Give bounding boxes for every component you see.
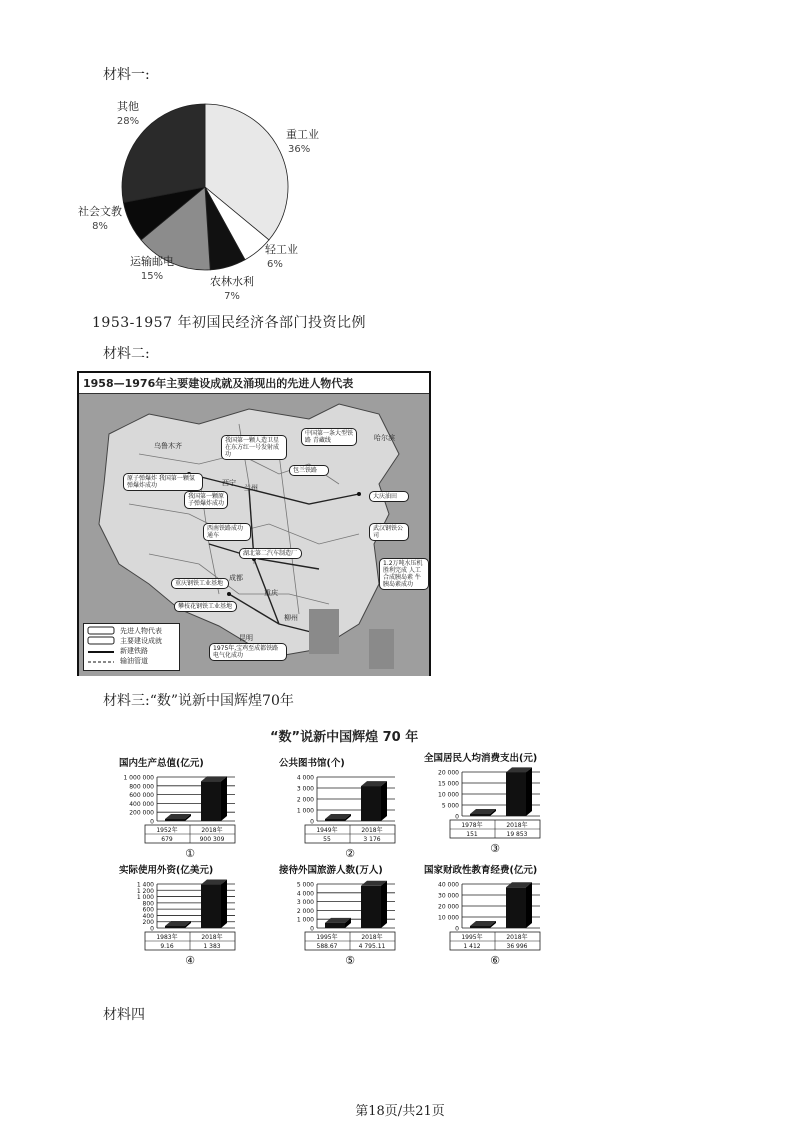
y-tick-label: 0 (455, 925, 459, 933)
value-label: 151 (466, 831, 478, 838)
category-label: 1995年 (461, 934, 483, 941)
value-label: 900 309 (199, 836, 225, 843)
map-callout: 原子弹爆炸 我国第一颗氢弹爆炸成功 (123, 473, 203, 491)
y-tick-label: 200 (142, 919, 154, 927)
material2-label: 材料二: (103, 346, 150, 362)
city-label: 哈尔滨 (374, 434, 395, 442)
y-tick-label: 400 (142, 912, 154, 920)
bar (165, 926, 185, 928)
map-callout: 我国第一颗人造卫星 在东方红一号发射成功 (221, 435, 287, 460)
y-tick-label: 1 200 (136, 887, 154, 895)
bar-panel-title: 实际使用外资(亿美元) (119, 865, 214, 876)
map-callout: 中国第一条大型铁路 青藏线 (301, 428, 357, 446)
bar (201, 885, 221, 928)
pie-slice-label: 社会文教 (78, 205, 122, 218)
pie-slice-percent: 28% (116, 116, 140, 127)
value-label: 1 383 (203, 943, 221, 950)
map-callout: 武汉钢铁公司 (369, 523, 409, 541)
map-callout: 湖北第二汽车制造厂 (239, 548, 302, 559)
bar-side (221, 880, 227, 928)
bar-side (221, 776, 227, 821)
y-tick-label: 1 000 (136, 894, 154, 902)
map-callout: 1975年,宝鸡至成都铁路电气化成功 (209, 643, 287, 661)
pie-slice-percent: 36% (288, 144, 311, 155)
legend-item: 先进人物代表 (120, 627, 162, 635)
map-title: 1958—1976年主要建设成就及涌现出的先进人物代表 (79, 373, 429, 394)
y-tick-label: 1 000 (296, 916, 314, 924)
y-tick-label: 0 (150, 818, 154, 826)
y-tick-label: 20 000 (438, 903, 459, 911)
panel-number: ④ (185, 954, 195, 967)
bar (325, 923, 345, 928)
bar-panel (115, 862, 250, 977)
y-tick-label: 600 (142, 906, 154, 914)
city-label: 乌鲁木齐 (154, 442, 182, 450)
pie-slice-percent: 15% (140, 271, 164, 282)
map-legend (83, 623, 180, 671)
y-tick-label: 1 000 (296, 807, 314, 815)
bar (325, 819, 345, 821)
bar-panel (420, 750, 555, 865)
y-tick-label: 0 (455, 813, 459, 821)
category-label: 2018年 (361, 934, 383, 941)
material3-label: 材料三:“数”说新中国辉煌70年 (103, 693, 294, 709)
bar (165, 819, 185, 821)
map-figure (77, 371, 431, 676)
bar (506, 887, 526, 928)
material4-label: 材料四 (103, 1007, 145, 1023)
bar-panel-title: 公共图书馆(个) (279, 758, 345, 769)
category-label: 2018年 (506, 822, 528, 829)
bar (470, 814, 490, 816)
material1-label: 材料一: (103, 67, 150, 83)
figure-title: “数”说新中国辉煌 70 年 (270, 730, 419, 745)
pie-slice-label: 运输邮电 (130, 255, 174, 268)
city-label: 兰州 (244, 484, 258, 492)
y-tick-label: 4 000 (296, 890, 314, 898)
pie-slice-percent: 8% (92, 221, 108, 232)
city-label: 柳州 (284, 614, 298, 622)
bar-panel-title: 全国居民人均消费支出(元) (424, 753, 538, 764)
y-tick-label: 1 400 (136, 881, 154, 889)
y-tick-label: 2 000 (296, 907, 314, 915)
bar (506, 772, 526, 816)
y-tick-label: 5 000 (441, 802, 459, 810)
city-label: 重庆 (264, 589, 278, 597)
y-tick-label: 20 000 (438, 769, 459, 777)
bar (201, 781, 221, 821)
value-label: 3 176 (363, 836, 381, 843)
bar-side (526, 767, 532, 816)
panel-number: ⑥ (490, 954, 500, 967)
pie-slice-percent: 6% (267, 259, 283, 270)
legend-item: 输油管道 (120, 657, 148, 665)
pie-slice-percent: 7% (224, 291, 240, 300)
category-label: 2018年 (506, 934, 528, 941)
panel-number: ⑤ (345, 954, 355, 967)
page-number: 第18页/共21页 (355, 1104, 445, 1119)
panel-number: ③ (490, 842, 500, 855)
y-tick-label: 400 000 (129, 800, 154, 808)
y-tick-label: 800 (142, 900, 154, 908)
value-label: 19 853 (506, 831, 528, 838)
map-callout: 1.2万吨水压机 胜利完成 人工合成胰岛素 牛胰岛素成功 (379, 558, 429, 590)
y-tick-label: 30 000 (438, 892, 459, 900)
value-label: 588.67 (316, 943, 338, 950)
bar-side (526, 882, 532, 928)
bar-panel-title: 国家财政性教育经费(亿元) (424, 865, 538, 876)
category-label: 1952年 (156, 827, 178, 834)
category-label: 1978年 (461, 822, 483, 829)
value-label: 36 996 (506, 943, 528, 950)
pie-slice-label: 其他 (117, 100, 139, 113)
category-label: 2018年 (361, 827, 383, 834)
pie-slice-label: 轻工业 (265, 243, 298, 256)
y-tick-label: 600 000 (129, 792, 154, 800)
city-label: 昆明 (239, 634, 253, 642)
category-label: 1949年 (316, 827, 338, 834)
map-callout: 攀枝花钢铁工业基地 (174, 601, 237, 612)
value-label: 9.16 (160, 943, 174, 950)
bar-panel (275, 862, 410, 977)
category-label: 2018年 (201, 827, 223, 834)
y-tick-label: 15 000 (438, 780, 459, 788)
value-label: 55 (323, 836, 331, 843)
panel-number: ① (185, 847, 195, 860)
category-label: 1983年 (156, 934, 178, 941)
pie-chart (60, 85, 380, 300)
map-callout: 大庆油田 (369, 491, 409, 502)
bar-panel (275, 755, 410, 870)
legend-item: 主要建设成就 (120, 637, 162, 645)
value-label: 679 (161, 836, 173, 843)
map-callout: 重庆钢铁工业基地 (171, 578, 229, 589)
value-label: 1 412 (463, 943, 481, 950)
y-tick-label: 3 000 (296, 899, 314, 907)
city-label: 西宁 (222, 479, 236, 487)
y-tick-label: 10 000 (438, 791, 459, 799)
y-tick-label: 40 000 (438, 881, 459, 889)
legend-symbols (86, 625, 120, 669)
y-tick-label: 200 000 (129, 809, 154, 817)
y-tick-label: 0 (310, 818, 314, 826)
bar-panel-title: 国内生产总值(亿元) (119, 758, 204, 769)
value-label: 4 795.11 (358, 943, 386, 950)
bar-panel (420, 862, 555, 977)
y-tick-label: 4 000 (296, 774, 314, 782)
map-callout: 西南铁路成功通车 (203, 523, 251, 541)
bar (361, 786, 381, 821)
pie-slice-label: 农林水利 (210, 275, 254, 288)
y-tick-label: 1 000 000 (123, 774, 154, 782)
map-callout: 我国第一颗原子弹爆炸成功 (184, 491, 228, 509)
legend-item: 新建铁路 (120, 647, 148, 655)
map-callout: 包兰铁路 (289, 465, 329, 476)
pie-slice-label: 重工业 (286, 128, 319, 141)
y-tick-label: 3 000 (296, 785, 314, 793)
bar-panel-title: 接待外国旅游人数(万人) (279, 865, 383, 876)
y-tick-label: 2 000 (296, 796, 314, 804)
bar-panel (115, 755, 250, 870)
category-label: 1995年 (316, 934, 338, 941)
bar-side (381, 781, 387, 821)
material1-caption: 1953-1957 年初国民经济各部门投资比例 (92, 315, 366, 331)
panel-number: ② (345, 847, 355, 860)
y-tick-label: 10 000 (438, 914, 459, 922)
y-tick-label: 5 000 (296, 881, 314, 889)
y-tick-label: 800 000 (129, 783, 154, 791)
city-label: 成都 (229, 574, 243, 582)
bar (470, 926, 490, 928)
bar-side (381, 881, 387, 928)
bar (361, 886, 381, 928)
y-tick-label: 0 (310, 925, 314, 933)
y-tick-label: 0 (150, 925, 154, 933)
category-label: 2018年 (201, 934, 223, 941)
